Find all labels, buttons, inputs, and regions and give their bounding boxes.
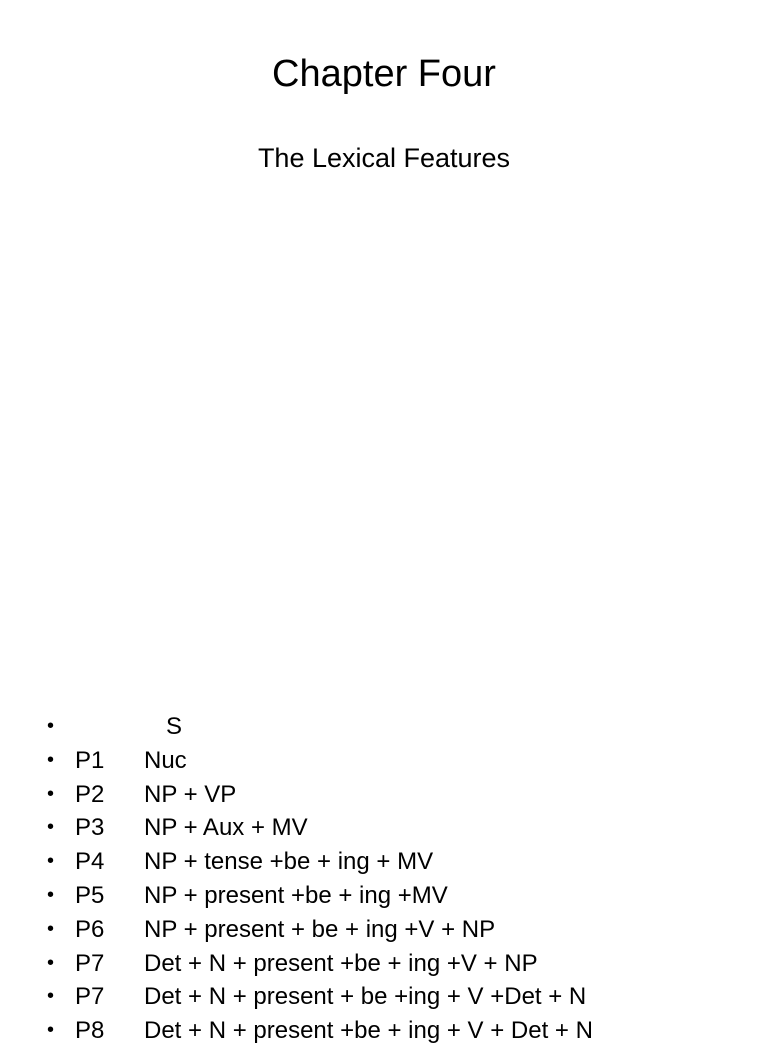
- rule-step: P5: [75, 881, 105, 909]
- rule-step: P3: [75, 814, 105, 842]
- bullet-icon: •: [47, 715, 55, 737]
- bullet-icon: •: [47, 816, 55, 839]
- rule-step: P4: [75, 848, 105, 876]
- rule-expression: NP + VP: [144, 780, 237, 808]
- rule-step: P7: [75, 949, 105, 977]
- rule-step: P6: [75, 915, 105, 943]
- bullet-icon: •: [47, 951, 55, 974]
- rule-expression: Nuc: [144, 746, 187, 774]
- rule-expression: NP + Aux + MV: [144, 814, 308, 842]
- rule-step: P7: [75, 983, 105, 1011]
- rule-expression: NP + present +be + ing +MV: [144, 881, 448, 909]
- bullet-icon: •: [47, 782, 55, 805]
- rule-expression: NP + present + be + ing +V + NP: [144, 915, 496, 943]
- rule-step: P2: [75, 780, 105, 808]
- rule-expression: Det + N + present +be + ing + V + Det + N: [144, 1017, 593, 1045]
- rule-expression: NP + tense +be + ing + MV: [144, 848, 434, 876]
- bullet-icon: •: [47, 883, 55, 906]
- chapter-title: Chapter Four: [272, 53, 496, 95]
- bullet-icon: •: [47, 985, 55, 1008]
- rule-step: P1: [75, 746, 105, 774]
- bullet-icon: •: [47, 917, 55, 940]
- rule-expression: Det + N + present + be +ing + V +Det + N: [144, 983, 587, 1011]
- rule-expression: Det + N + present +be + ing +V + NP: [144, 949, 538, 977]
- chapter-subtitle: The Lexical Features: [257, 143, 511, 173]
- bullet-icon: •: [47, 748, 55, 771]
- rule-expression: S: [166, 713, 183, 740]
- rule-step: P8: [75, 1017, 105, 1045]
- bullet-icon: •: [47, 1019, 55, 1042]
- bullet-icon: •: [47, 850, 55, 873]
